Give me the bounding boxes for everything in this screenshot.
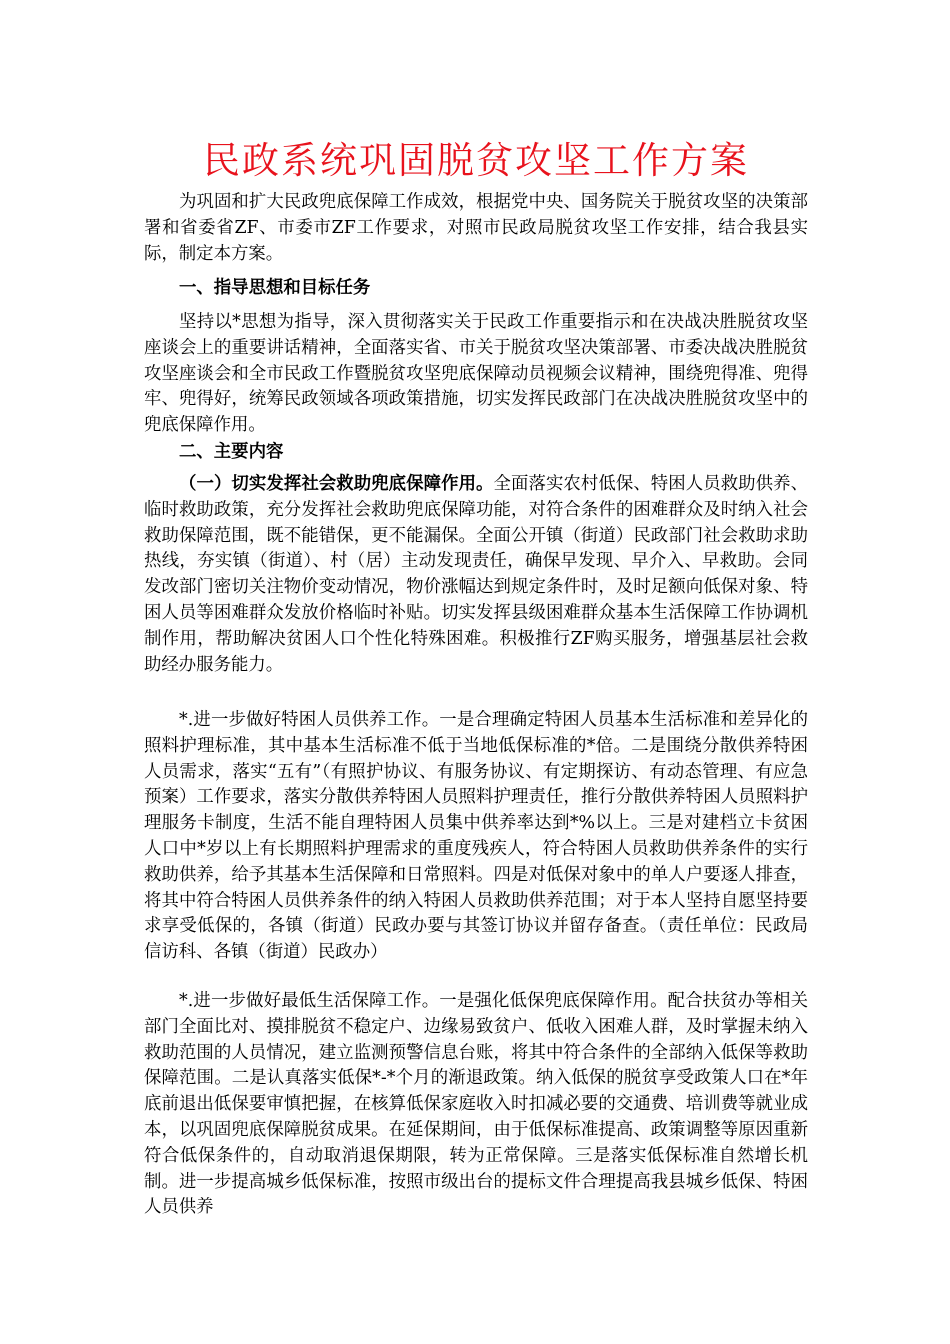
document-page — [144, 0, 808, 1344]
item-2-paragraph: *.进一步做好最低生活保障工作。一是强化低保兜底保障作用。配合扶贫办等相关部门全面比对、摸排脱贫不稳定户、边缘易致贫户、低收入困难人群，及时掌握未纳入救助范围的人员情况，建立监测预警信息台账，将其中符合条件的全部纳入低保等救助保障范围。二是认真落实低保*-*个月的渐退政策。纳入低保的脱贫享受政策人口在*年底前退出低保要审慎把握，在核算低保家庭收入时扣减必要的交通费、培训费等就业成本，以巩固兜底保障脱贫成果。在延保期间，由于低保标准提高、政策调整等原因重新符合低保条件的，自动取消退保期限，转为正常保障。三是落实低保标准自然增长机制。进一步提高城乡低保标准，按照市级出台的提标文件合理提高我县城乡低保、特困人员供养 — [144, 991, 808, 1218]
subsection-1-lead: （一）切实发挥社会救助兜底保障作用。 — [179, 474, 494, 494]
subsection-1-text: 全面落实农村低保、特困人员救助供养、临时救助政策，充分发挥社会救助兜底保障功能，对符合条件的困难群众及时纳入社会救助保障范围，既不能错保，更不能漏保。全面公开镇（街道）民政部门社会救助求助热线，夯实镇（街道）、村（居）主动发现责任，确保早发现、早介入、早救助。会同发改部门密切关注物价变动情况，物价涨幅达到规定条件时，及时足额向低保对象、特困人员等困难群众发放价格临时补贴。切实发挥县级困难群众基本生活保障工作协调机制作用，帮助解决贫困人口个性化特殊困难。积极推行ZF购买服务，增强基层社会救助经办服务能力。 — [144, 474, 808, 675]
item-1-paragraph: *.进一步做好特困人员供养工作。一是合理确定特困人员基本生活标准和差异化的照料护理标准，其中基本生活标准不低于当地低保标准的*倍。二是围绕分散供养特困人员需求，落实“五有”（有照护协议、有服务协议、有定期探访、有动态管理、有应急预案）工作要求，落实分散供养特困人员照料护理责任，推行分散供养特困人员照料护理服务卡制度，生活不能自理特困人员集中供养率达到*%以上。三是对建档立卡贫困人口中*岁以上有长期照料护理需求的重度残疾人，符合特困人员救助供养条件的实行救助供养，给予其基本生活保障和日常照料。四是对低保对象中的单人户要逐人排查，将其中符合特困人员供养条件的纳入特困人员救助供养范围；对于本人坚持自愿坚持要求享受低保的，各镇（街道）民政办要与其签订协议并留存备查。（责任单位：民政局信访科、各镇（街道）民政办） — [144, 710, 808, 963]
section-1-paragraph: 坚持以*思想为指导，深入贯彻落实关于民政工作重要指示和在决战决胜脱贫攻坚座谈会上的重要讲话精神，全面落实省、市关于脱贫攻坚决策部署、市委决战决胜脱贫攻坚座谈会和全市民政工作暨脱贫攻坚兜底保障动员视频会议精神，围绕兜得准、兜得牢、兜得好，统筹民政领域各项政策措施，切实发挥民政部门在决战决胜脱贫攻坚中的兜底保障作用。 — [144, 312, 808, 436]
section-heading-2: 二、主要内容 — [179, 442, 284, 462]
intro-paragraph: 为巩固和扩大民政兜底保障工作成效，根据党中央、国务院关于脱贫攻坚的决策部署和省委省ZF、市委市ZF工作要求，对照市民政局脱贫攻坚工作安排，结合我县实际，制定本方案。 — [144, 192, 808, 264]
document-title: 民政系统巩固脱贫攻坚工作方案 — [203, 139, 749, 182]
section-heading-1: 一、指导思想和目标任务 — [179, 278, 371, 298]
subsection-1-paragraph — [144, 472, 808, 678]
